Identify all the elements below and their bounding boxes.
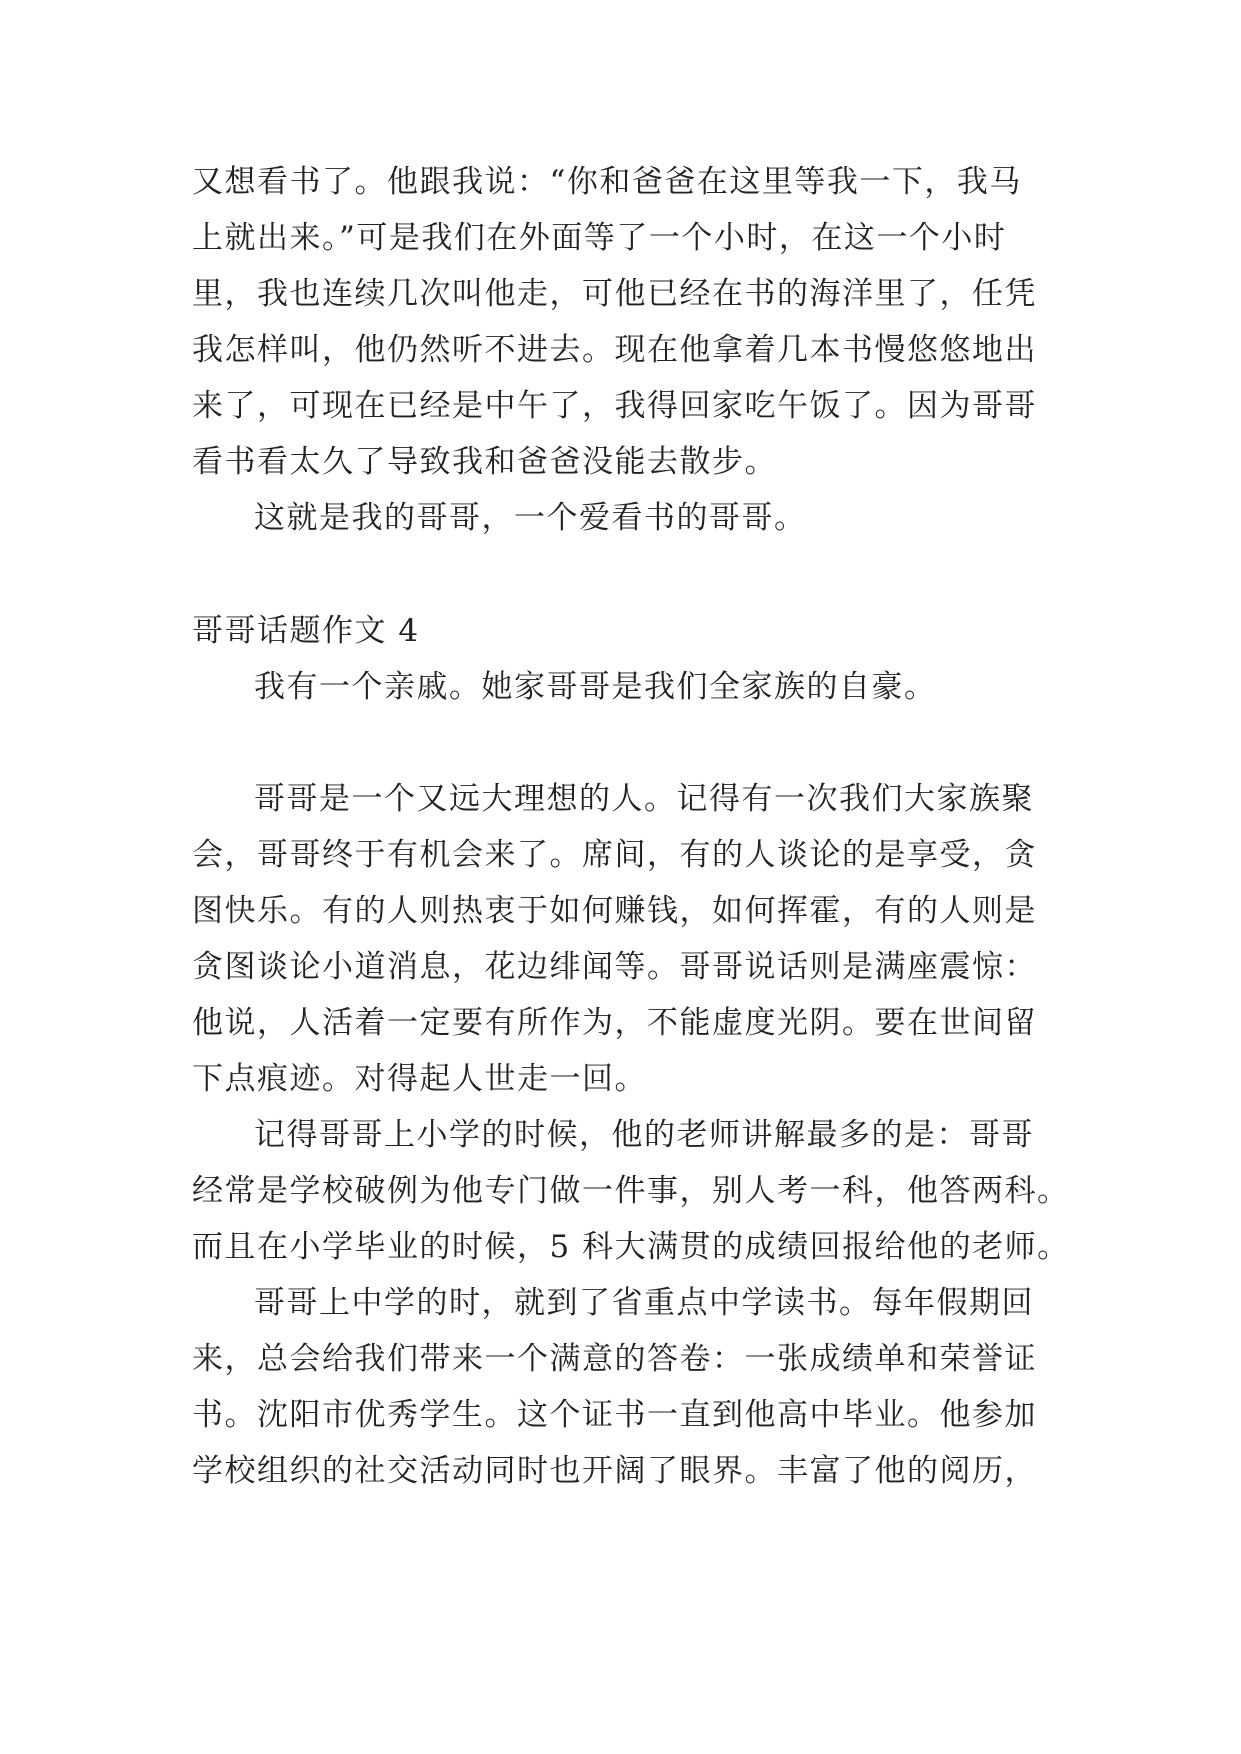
text-line: 图快乐。有的人则热衷于如何赚钱，如何挥霍，有的人则是 xyxy=(192,893,1037,929)
text-line: 上就出来。”可是我们在外面等了一个小时，在这一个小时 xyxy=(192,220,1007,256)
closing-line: 这就是我的哥哥，一个爱看书的哥哥。 xyxy=(254,500,807,536)
text-line: 来，总会给我们带来一个满意的答卷：一张成绩单和荣誉证 xyxy=(192,1341,1037,1377)
text-line: 贪图谈论小道消息，花边绯闻等。哥哥说话则是满座震惊： xyxy=(192,949,1037,985)
text-line: 看书看太久了导致我和爸爸没能去散步。 xyxy=(192,444,777,480)
essay-title: 哥哥话题作文 4 xyxy=(192,613,420,649)
text-line: 学校组织的社交活动同时也开阔了眼界。丰富了他的阅历， xyxy=(192,1453,1037,1489)
text-line: 经常是学校破例为他专门做一件事，别人考一科，他答两科。 xyxy=(192,1173,1070,1209)
text-line: 来了，可现在已经是中午了，我得回家吃午饭了。因为哥哥 xyxy=(192,388,1037,424)
text-line: 又想看书了。他跟我说：“你和爸爸在这里等我一下，我马 xyxy=(192,164,1022,200)
text-line: 记得哥哥上小学的时候，他的老师讲解最多的是：哥哥 xyxy=(254,1117,1034,1153)
text-line: 会，哥哥终于有机会来了。席间，有的人谈论的是享受，贪 xyxy=(192,837,1037,873)
text-line: 哥哥是一个又远大理想的人。记得有一次我们大家族聚 xyxy=(254,781,1034,817)
text-line: 里，我也连续几次叫他走，可他已经在书的海洋里了，任凭 xyxy=(192,276,1037,312)
text-line: 下点痕迹。对得起人世走一回。 xyxy=(192,1061,647,1097)
text-line: 哥哥上中学的时，就到了省重点中学读书。每年假期回 xyxy=(254,1285,1034,1321)
text-line: 我怎样叫，他仍然听不进去。现在他拿着几本书慢悠悠地出 xyxy=(192,332,1037,368)
intro-line: 我有一个亲戚。她家哥哥是我们全家族的自豪。 xyxy=(254,669,937,705)
text-line: 他说，人活着一定要有所作为，不能虚度光阴。要在世间留 xyxy=(192,1005,1037,1041)
text-line: 而且在小学毕业的时候，5 科大满贯的成绩回报给他的老师。 xyxy=(192,1229,1070,1265)
text-line: 书。沈阳市优秀学生。这个证书一直到他高中毕业。他参加 xyxy=(192,1397,1037,1433)
